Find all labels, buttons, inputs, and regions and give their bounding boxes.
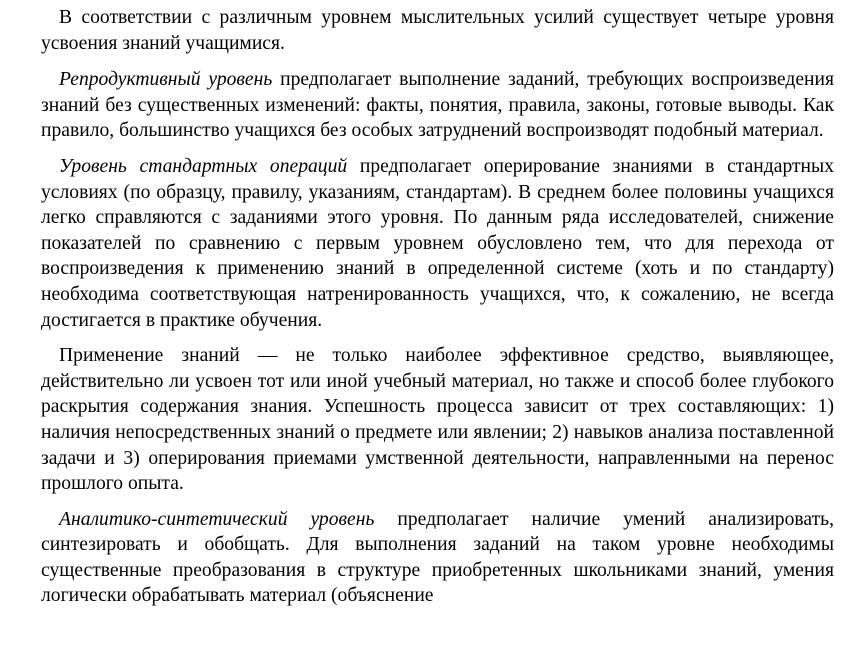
paragraph-text: предполагает оперирование знаниями в стандартных условиях (по образцу, правилу, указаниям, стандартам). В среднем более половины учащихся легко справляются с заданиями этого уровня. По данным ряда исследователей, снижение показателей по сравнению с первым уровнем обусловлено тем, что для перехода от воспроизведения к применению знаний в определенной системе (хоть и по стандарту) необходима соответствующая натренированность учащихся, что, к сожалению, не всегда достигается в практике обучения. [41, 155, 834, 331]
paragraph-intro [41, 5, 834, 56]
document-body [41, 5, 834, 619]
paragraph-term: Репродуктивный уровень [59, 69, 273, 91]
paragraph-reproductive-level [41, 67, 834, 144]
paragraph-analytic-synthetic-level [41, 507, 834, 609]
paragraph-text: предполагает выполнение заданий, требующих воспроизведения знаний без существенных изменений: факты, понятия, правила, законы, готовые выводы. Как правило, большинство учащихся без особых затруднений воспроизводят подобный материал. [41, 69, 835, 142]
paragraph-standard-operations-level [41, 154, 834, 333]
paragraph-text: предполагает наличие умений анализировать, синтезировать и обобщать. Для выполнения заданий на таком уровне необходимы существенные преобразования в структуре приобретенных школьниками знаний, умения логически обрабатывать материал (объяснение [41, 508, 834, 607]
paragraph-text: Применение знаний — не только наиболее эффективное средство, выявляющее, действительно ли усвоен тот или иной учебный материал, но также и способ более глубокого раскрытия содержания знания. Успешность процесса зависит от трех составляющих: 1) наличия непосредственных знаний о предмете или явлении; 2) навыков анализа поставленной задачи и 3) оперирования приемами умственной деятельности, направленными на перенос прошлого опыта. [41, 345, 834, 495]
paragraph-term: Уровень стандартных операций [59, 155, 348, 177]
paragraph-term: Аналитико-синтетический уровень [59, 508, 375, 530]
paragraph-knowledge-application [41, 343, 834, 497]
paragraph-text: В соответствии с различным уровнем мыслительных усилий существует четыре уровня усвоения знаний учащимися. [41, 7, 834, 54]
